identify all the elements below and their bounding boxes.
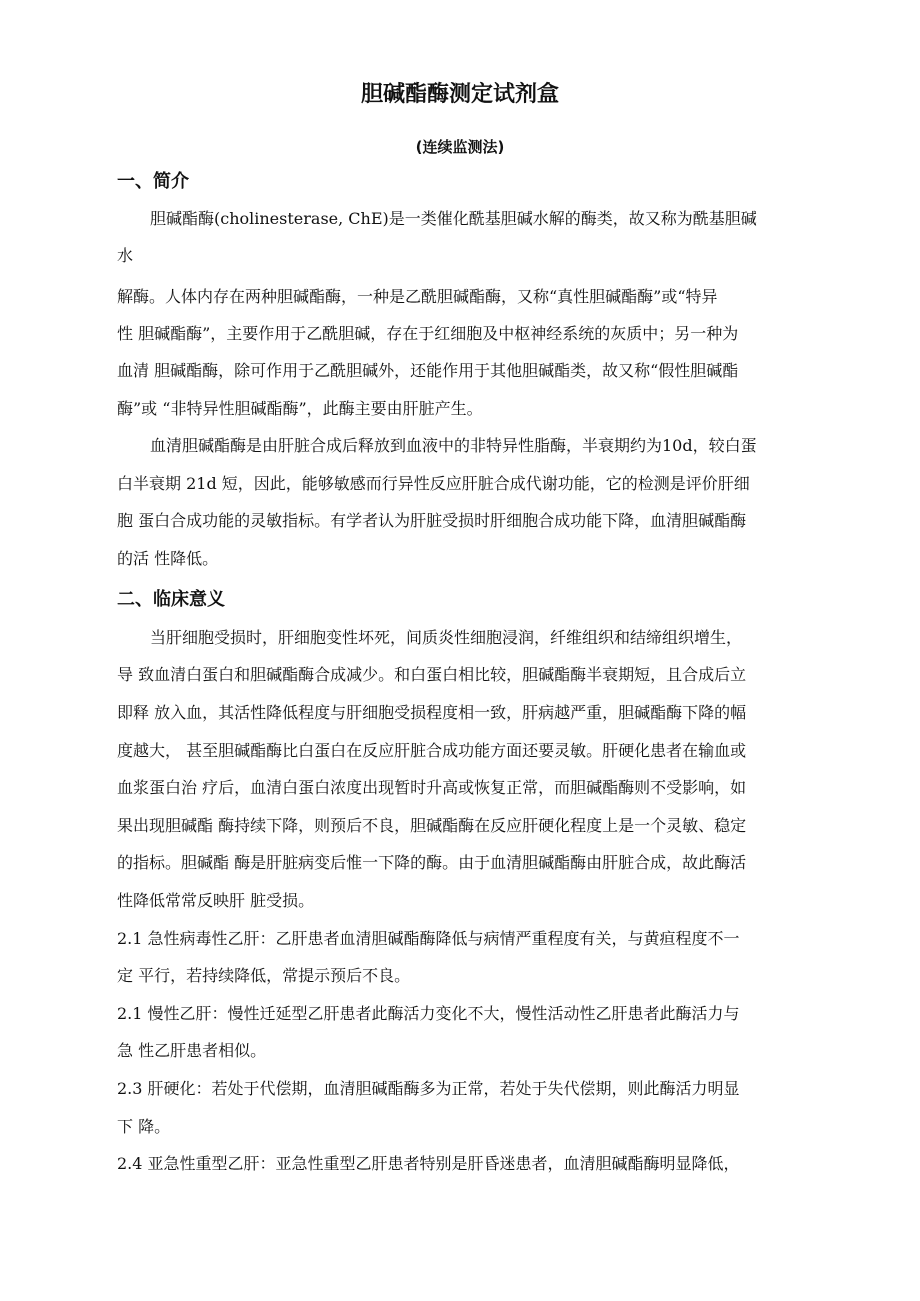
paragraph-line: 水 (117, 246, 134, 265)
paragraph-line: 导 致血清白蛋白和胆碱酯酶合成减少。和白蛋白相比较，胆碱酯酶半衰期短，且合成后立 (117, 665, 747, 684)
page-subtitle: (连续监测法) (415, 138, 505, 156)
paragraph-line: 酶”或 “非特异性胆碱酯酶”，此酶主要由肝脏产生。 (117, 399, 483, 418)
paragraph-line: 2.1 急性病毒性乙肝：乙肝患者血清胆碱酯酶降低与病情严重程度有关，与黄疸程度不一 (117, 929, 740, 948)
paragraph-line: 即释 放入血，其活性降低程度与肝细胞受损程度相一致，肝病越严重，胆碱酯酶下降的幅 (117, 703, 747, 722)
paragraph-line: 度越大， 甚至胆碱酯酶比白蛋白在反应肝脏合成功能方面还要灵敏。肝硬化患者在输血或 (117, 741, 747, 760)
paragraph-line: 胞 蛋白合成功能的灵敏指标。有学者认为肝脏受损时肝细胞合成功能下降，血清胆碱酯酶 (117, 511, 747, 530)
paragraph-line: 血清胆碱酯酶是由肝脏合成后释放到血液中的非特异性脂酶，半衰期约为10d，较白蛋 (150, 436, 757, 455)
section-heading-intro: 一、简介 (117, 171, 189, 192)
paragraph-line: 果出现胆碱酯 酶持续下降，则预后不良，胆碱酯酶在反应肝硬化程度上是一个灵敏、稳定 (117, 816, 747, 835)
paragraph-line: 急 性乙肝患者相似。 (117, 1041, 267, 1060)
paragraph-line: 2.1 慢性乙肝：慢性迁延型乙肝患者此酶活力变化不大，慢性活动性乙肝患者此酶活力与 (117, 1004, 740, 1023)
paragraph-line: 2.4 亚急性重型乙肝：亚急性重型乙肝患者特别是肝昏迷患者，血清胆碱酯酶明显降低， (117, 1154, 740, 1173)
paragraph-line: 血浆蛋白治 疗后，血清白蛋白浓度出现暂时升高或恢复正常，而胆碱酯酶则不受影响，如 (117, 778, 747, 797)
paragraph-line: 2.3 肝硬化：若处于代偿期，血清胆碱酯酶多为正常，若处于失代偿期，则此酶活力明显 (117, 1079, 740, 1098)
section-heading-clinical: 二、临床意义 (117, 589, 225, 610)
paragraph-line: 血清 胆碱酯酶，除可作用于乙酰胆碱外，还能作用于其他胆碱酯类，故又称“假性胆碱酯 (117, 361, 739, 380)
paragraph-line: 下 降。 (117, 1117, 171, 1136)
paragraph-line: 定 平行，若持续降低，常提示预后不良。 (117, 966, 411, 985)
paragraph-line: 白半衰期 21d 短，因此，能够敏感而行异性反应肝脏合成代谢功能，它的检测是评价肝细 (117, 474, 750, 493)
paragraph-line: 性降低常常反映肝 脏受损。 (117, 891, 315, 910)
page-title: 胆碱酯酶测定试剂盒 (360, 82, 559, 107)
paragraph-line: 性 胆碱酯酶”，主要作用于乙酰胆碱，存在于红细胞及中枢神经系统的灰质中；另一种为 (117, 324, 739, 343)
paragraph-line: 的活 性降低。 (117, 549, 219, 568)
paragraph-line: 的指标。胆碱酯 酶是肝脏病变后惟一下降的酶。由于血清胆碱酯酶由肝脏合成，故此酶活 (117, 853, 747, 872)
paragraph-line: 解酶。人体内存在两种胆碱酯酶，一种是乙酰胆碱酯酶，又称“真性胆碱酯酶”或“特异 (117, 287, 718, 306)
paragraph-line: 胆碱酯酶(cholinesterase, ChE)是一类催化酰基胆碱水解的酶类，故又称为酰基胆碱 (150, 209, 757, 228)
paragraph-line: 当肝细胞受损时，肝细胞变性坏死，间质炎性细胞浸润，纤维组织和结缔组织增生， (150, 628, 743, 647)
